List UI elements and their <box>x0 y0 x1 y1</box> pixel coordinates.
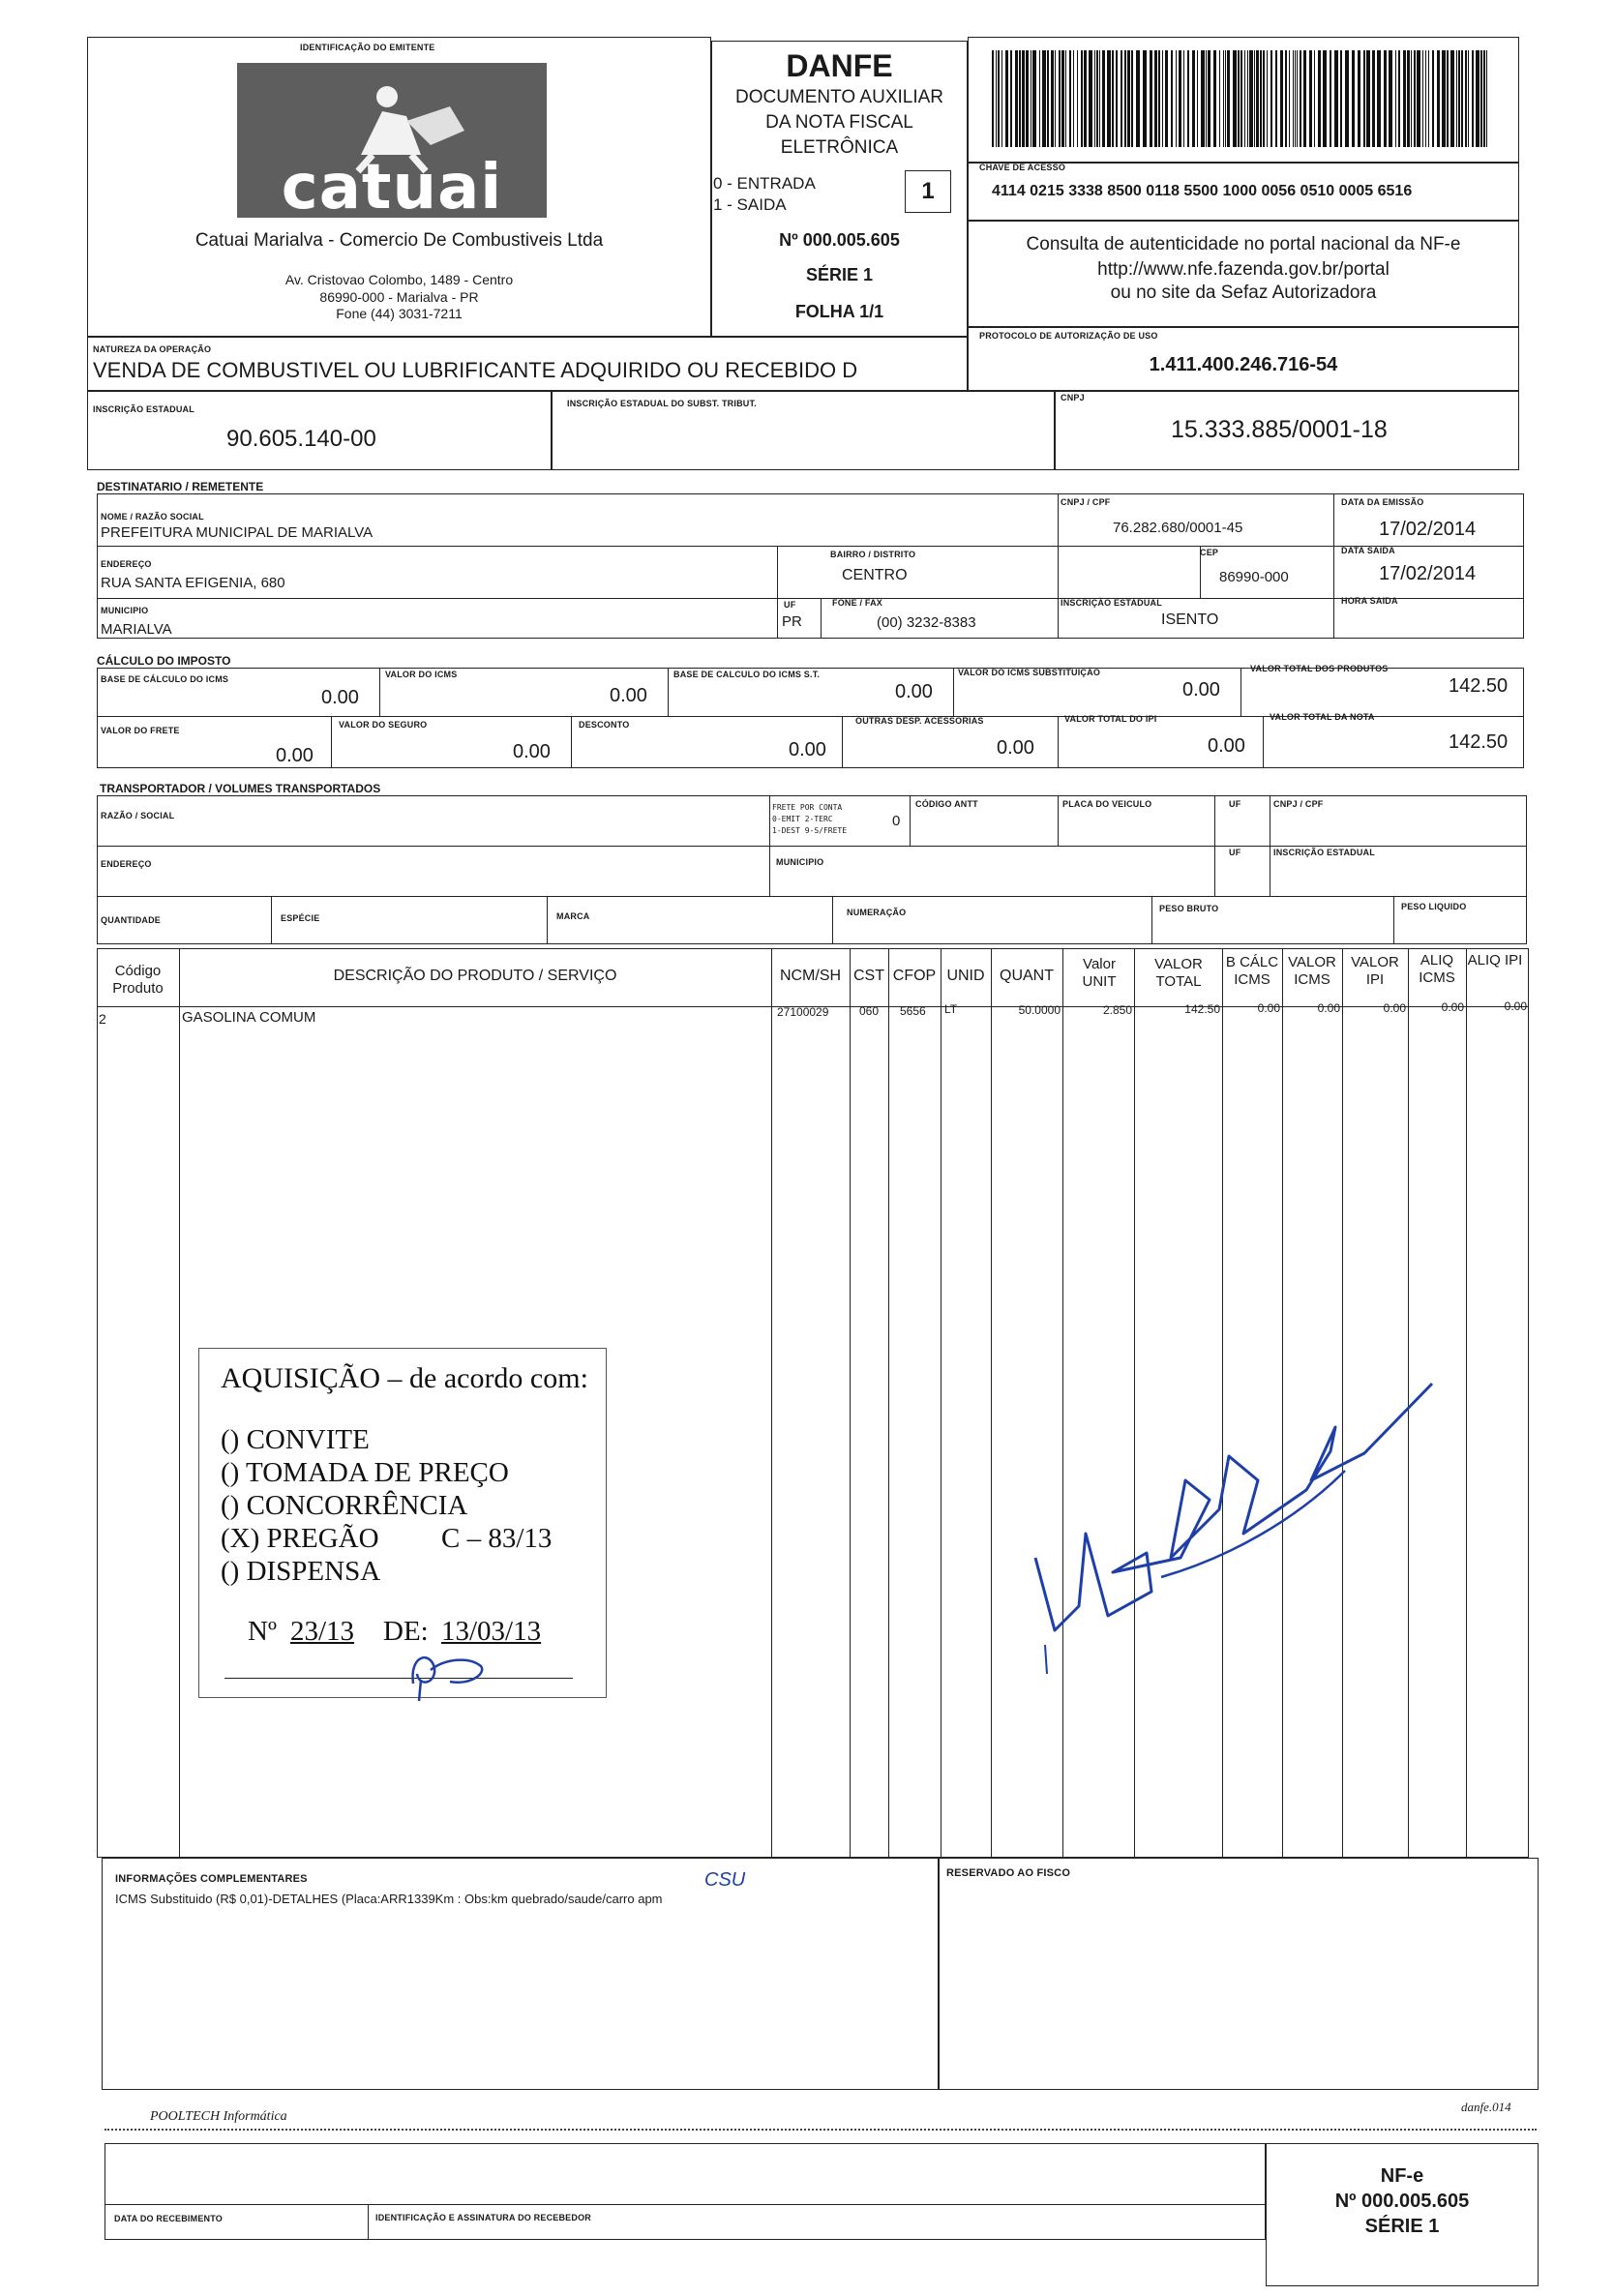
barcode-bar <box>1227 50 1230 147</box>
dest-fone-label: FONE / FAX <box>832 598 883 608</box>
total-prod-label: VALOR TOTAL DOS PRODUTOS <box>1250 664 1389 673</box>
barcode-bar <box>1247 50 1248 147</box>
barcode-bar <box>1005 50 1008 147</box>
barcode-bar <box>1345 50 1349 147</box>
barcode-bar <box>1425 50 1426 147</box>
barcode-bar <box>1486 50 1487 147</box>
dest-emissao: 17/02/2014 <box>1379 519 1477 540</box>
transp-numeracao-label: NUMERAÇÃO <box>847 908 907 917</box>
danfe-entrada: 0 - ENTRADA <box>713 174 816 193</box>
dest-cep-label: CEP <box>1200 548 1219 557</box>
barcode-bar <box>1219 50 1220 147</box>
stamp-title: AQUISIÇÃO – de acordo com: <box>221 1362 588 1394</box>
barcode-bar <box>1450 50 1454 147</box>
outras-label: OUTRAS DESP. ACESSORIAS <box>855 716 984 726</box>
barcode-bar <box>1201 50 1205 147</box>
col-vunit: Valor UNIT <box>1082 956 1117 990</box>
destinatario-section: DESTINATARIO / REMETENTE <box>97 480 264 493</box>
dest-endereco: RUA SANTA EFIGENIA, 680 <box>101 575 285 591</box>
barcode-bar <box>1476 50 1480 147</box>
barcode-bar <box>1442 50 1446 147</box>
row-ncm: 27100029 <box>777 1005 829 1019</box>
barcode-bar <box>1127 50 1130 147</box>
barcode-bar <box>1352 50 1355 147</box>
barcode-bar <box>1249 50 1253 147</box>
frete: 0.00 <box>276 745 314 766</box>
barcode-bar <box>1022 50 1025 147</box>
barcode-bar <box>1432 50 1434 147</box>
barcode-bar <box>1280 50 1283 147</box>
transp-ie-label: INSCRIÇÃO ESTADUAL <box>1273 848 1375 857</box>
barcode-bar <box>1102 50 1105 147</box>
row-aicms: 0.00 <box>1441 1000 1464 1014</box>
cnpj-label: CNPJ <box>1061 393 1085 403</box>
col-vtotal: VALOR TOTAL <box>1154 956 1203 990</box>
barcode-bar <box>1275 50 1277 147</box>
chave-value: 4114 0215 3338 8500 0118 5500 1000 0056 0510 0005 6516 <box>992 183 1413 199</box>
barcode-bar <box>1483 50 1485 147</box>
iest-label: INSCRIÇÃO ESTADUAL DO SUBST. TRIBUT. <box>567 399 757 408</box>
barcode-bar <box>1143 50 1147 147</box>
emitter-address1: Av. Cristovao Colombo, 1489 - Centro <box>284 272 514 287</box>
barcode-bar <box>1039 50 1040 147</box>
dest-nome: PREFEITURA MUNICIPAL DE MARIALVA <box>101 524 374 541</box>
barcode-bar <box>1192 50 1195 147</box>
barcode-bar <box>1458 50 1460 147</box>
fisco-label: RESERVADO AO FISCO <box>946 1867 1071 1879</box>
stamp-opt3: () CONCORRÊNCIA <box>221 1490 468 1521</box>
dest-emissao-label: DATA DA EMISSÃO <box>1341 497 1424 507</box>
dest-municipio-label: MUNICIPIO <box>101 606 149 615</box>
danfe-serie: SÉRIE 1 <box>805 265 874 284</box>
stamp-de-label: DE: <box>383 1616 429 1647</box>
barcode-bar <box>1124 50 1126 147</box>
col-codigo: Código Produto <box>112 963 164 997</box>
barcode-bar <box>1414 50 1416 147</box>
dest-hora-label: HORA SAIDA <box>1341 596 1398 606</box>
row-cfop: 5656 <box>900 1004 926 1018</box>
barcode-bar <box>1363 50 1365 147</box>
total-prod: 142.50 <box>1449 675 1509 697</box>
row-vtotal: 142.50 <box>1184 1002 1220 1016</box>
stamp-opt4: (X) PREGÃO <box>221 1523 379 1554</box>
barcode-bar <box>1267 50 1268 147</box>
dest-fone: (00) 3232-8383 <box>877 614 976 631</box>
barcode-bar <box>1055 50 1056 147</box>
barcode-bar <box>1225 50 1226 147</box>
barcode-bar <box>1254 50 1255 147</box>
transp-antt-label: CÓDIGO ANTT <box>915 799 978 809</box>
barcode-bar <box>1293 50 1294 147</box>
danfe-title: DANFE <box>786 48 893 83</box>
seguro-label: VALOR DO SEGURO <box>339 720 428 730</box>
barcode-bar <box>1165 50 1168 147</box>
barcode-bar <box>1244 50 1245 147</box>
protocolo-value: 1.411.400.246.716-54 <box>1149 354 1338 375</box>
emitter-phone: Fone (44) 3031-7211 <box>336 306 463 321</box>
barcode-bar <box>1403 50 1406 147</box>
barcode-bar <box>1437 50 1440 147</box>
ie-label: INSCRIÇÃO ESTADUAL <box>93 404 194 414</box>
imposto-section: CÁLCULO DO IMPOSTO <box>97 654 231 668</box>
transp-frete-line1: FRETE POR CONTA <box>772 803 843 812</box>
barcode-bar <box>1116 50 1118 147</box>
barcode-bar <box>992 50 994 147</box>
stamp-num-label: Nº <box>248 1616 277 1647</box>
barcode-bar <box>1395 50 1396 147</box>
fisco-box <box>939 1858 1539 2090</box>
barcode-bar <box>1472 50 1474 147</box>
barcode-bar <box>1131 50 1133 147</box>
barcode-bar <box>1061 50 1064 147</box>
barcode-bar <box>1059 50 1061 147</box>
barcode-bar <box>1183 50 1184 147</box>
row-cst: 060 <box>859 1004 880 1018</box>
barcode-bar <box>996 50 997 147</box>
row-vicms: 0.00 <box>1317 1001 1340 1015</box>
icms-label: VALOR DO ICMS <box>385 670 458 679</box>
emitter-address2: 86990-000 - Marialva - PR <box>319 289 479 305</box>
canhoto-ident-label: IDENTIFICAÇÃO E ASSINATURA DO RECEBEDOR <box>375 2213 591 2222</box>
barcode-bar <box>1238 50 1240 147</box>
barcode-bar <box>1096 50 1098 147</box>
dest-ie-label: INSCRIÇÃO ESTADUAL <box>1061 598 1162 608</box>
canhoto-numero: Nº 000.005.605 <box>1334 2191 1470 2212</box>
barcode-bar <box>1398 50 1400 147</box>
barcode-bar <box>1468 50 1469 147</box>
barcode-bar <box>1069 50 1071 147</box>
barcode <box>992 50 1495 147</box>
barcode-bar <box>1256 50 1259 147</box>
barcode-bar <box>1176 50 1177 147</box>
transp-placa-label: PLACA DO VEICULO <box>1062 799 1152 809</box>
barcode-bar <box>1197 50 1198 147</box>
barcode-bar <box>1480 50 1482 147</box>
ie-value: 90.605.140-00 <box>226 426 376 452</box>
col-vipi: VALOR IPI <box>1351 954 1399 988</box>
barcode-bar <box>1314 50 1315 147</box>
outras: 0.00 <box>997 737 1034 759</box>
danfe-saida: 1 - SAIDA <box>713 195 787 214</box>
barcode-bar <box>1051 50 1054 147</box>
total-nota: 142.50 <box>1449 731 1509 753</box>
dest-nome-label: NOME / RAZÃO SOCIAL <box>101 512 204 522</box>
barcode-bar <box>1019 50 1021 147</box>
barcode-bar <box>1081 50 1083 147</box>
transp-municipio-label: MUNICIPIO <box>776 857 824 867</box>
barcode-bar <box>1077 50 1078 147</box>
barcode-bar <box>1026 50 1029 147</box>
icms-st-label: VALOR DO ICMS SUBSTITUIÇÃO <box>958 668 1101 677</box>
danfe-subtitle3: ELETRÔNICA <box>780 137 899 158</box>
desconto-label: DESCONTO <box>579 720 630 730</box>
dest-ie: ISENTO <box>1161 611 1219 628</box>
logo-text: catuai <box>281 152 503 224</box>
barcode-bar <box>1107 50 1111 147</box>
danfe-folha: FOLHA 1/1 <box>794 302 884 321</box>
bc-st-label: BASE DE CALCULO DO ICMS S.T. <box>673 670 821 679</box>
bc-st: 0.00 <box>895 681 933 702</box>
canhoto-box <box>105 2143 1266 2240</box>
barcode-bar <box>1187 50 1189 147</box>
emitter-logo <box>237 63 547 224</box>
stamp-opt2: () TOMADA DE PREÇO <box>221 1457 509 1488</box>
barcode-bar <box>1240 50 1242 147</box>
footer-form-id: danfe.014 <box>1461 2100 1511 2114</box>
barcode-bar <box>1384 50 1387 147</box>
transp-uf-label: UF <box>1229 799 1241 809</box>
dest-box <box>97 493 1524 639</box>
barcode-bar <box>1411 50 1412 147</box>
dest-bairro: CENTRO <box>842 567 908 583</box>
barcode-bar <box>1340 50 1342 147</box>
barcode-bar <box>1223 50 1224 147</box>
total-nota-label: VALOR TOTAL DA NOTA <box>1270 712 1375 722</box>
barcode-bar <box>1330 50 1331 147</box>
consulta-line1: Consulta de autenticidade no portal nacional da NF-e <box>1026 234 1461 254</box>
col-aicms: ALIQ ICMS <box>1419 952 1455 986</box>
emitter-name: Catuai Marialva - Comercio De Combustiveis Ltda <box>194 230 604 251</box>
barcode-bar <box>1001 50 1002 147</box>
barcode-bar <box>1417 50 1420 147</box>
col-descricao: DESCRIÇÃO DO PRODUTO / SERVIÇO <box>333 968 617 984</box>
barcode-bar <box>1407 50 1410 147</box>
barcode-bar <box>1042 50 1046 147</box>
barcode-bar <box>1208 50 1210 147</box>
col-cst: CST <box>853 968 884 984</box>
info-handwritten: CSU <box>704 1869 746 1891</box>
barcode-bar <box>1263 50 1265 147</box>
barcode-bar <box>1112 50 1114 147</box>
bc-icms-label: BASE DE CÁLCULO DO ICMS <box>101 674 229 684</box>
barcode-bar <box>1015 50 1018 147</box>
barcode-bar <box>1233 50 1237 147</box>
row-vunit: 2.850 <box>1102 1003 1132 1017</box>
transporte-section: TRANSPORTADOR / VOLUMES TRANSPORTADOS <box>100 782 381 795</box>
transp-razao-label: RAZÃO / SOCIAL <box>101 811 175 820</box>
barcode-bar <box>1389 50 1392 147</box>
row-descricao: GASOLINA COMUM <box>182 1009 316 1026</box>
col-quant: QUANT <box>1000 968 1054 984</box>
barcode-bar <box>1150 50 1152 147</box>
cnpj-value: 15.333.885/0001-18 <box>1171 416 1388 443</box>
stamp-initials <box>392 1645 498 1703</box>
barcode-bar <box>1270 50 1272 147</box>
frete-label: VALOR DO FRETE <box>101 726 180 735</box>
dest-uf-label: UF <box>784 600 796 610</box>
barcode-bar <box>1154 50 1157 147</box>
barcode-bar <box>1377 50 1381 147</box>
danfe-numero: Nº 000.005.605 <box>779 230 900 250</box>
dest-endereco-label: ENDEREÇO <box>101 559 152 569</box>
barcode-bar <box>1297 50 1298 147</box>
barcode-bar <box>1010 50 1012 147</box>
barcode-bar <box>1179 50 1181 147</box>
barcode-bar <box>1073 50 1074 147</box>
danfe-subtitle2: DA NOTA FISCAL <box>765 112 913 133</box>
row-unid: LT <box>944 1002 958 1016</box>
barcode-bar <box>1372 50 1375 147</box>
barcode-bar <box>1366 50 1370 147</box>
barcode-bar <box>1461 50 1463 147</box>
barcode-bar <box>1323 50 1327 147</box>
stamp-opt1: () CONVITE <box>221 1424 370 1455</box>
barcode-bar <box>1084 50 1087 147</box>
seguro: 0.00 <box>513 741 551 762</box>
row-aipi: 0.00 <box>1504 999 1527 1013</box>
barcode-bar <box>1303 50 1306 147</box>
icms-st: 0.00 <box>1182 679 1220 701</box>
barcode-bar <box>1121 50 1122 147</box>
barcode-bar <box>1089 50 1092 147</box>
dest-municipio: MARIALVA <box>101 621 172 638</box>
barcode-bar <box>1213 50 1216 147</box>
info-text: ICMS Substituido (R$ 0,01)-DETALHES (Placa:ARR1339Km : Obs:km quebrado/saude/carro apm <box>115 1892 663 1906</box>
ipi: 0.00 <box>1208 735 1245 757</box>
dest-saida: 17/02/2014 <box>1379 563 1477 584</box>
canhoto-data-label: DATA DO RECEBIMENTO <box>114 2214 223 2223</box>
barcode-bar <box>1285 50 1287 147</box>
stamp-opt5: () DISPENSA <box>221 1556 381 1587</box>
transp-frete-line2: 0-EMIT 2-TERC <box>772 815 833 823</box>
transp-qtd-label: QUANTIDADE <box>101 915 161 925</box>
barcode-bar <box>1136 50 1140 147</box>
bc-icms: 0.00 <box>321 687 359 708</box>
barcode-bar <box>1289 50 1290 147</box>
protocolo-label: PROTOCOLO DE AUTORIZAÇÃO DE USO <box>979 331 1158 341</box>
footer-software: POOLTECH Informática <box>150 2109 287 2124</box>
barcode-bar <box>1309 50 1312 147</box>
barcode-bar <box>1094 50 1095 147</box>
stamp-date: 13/03/13 <box>441 1616 542 1647</box>
consulta-line3: ou no site da Sefaz Autorizadora <box>1110 283 1377 303</box>
col-ncm: NCM/SH <box>779 968 842 984</box>
desconto: 0.00 <box>789 739 826 760</box>
transp-cnpj-label: CNPJ / CPF <box>1273 799 1324 809</box>
dest-uf: PR <box>782 613 802 630</box>
canhoto-serie: SÉRIE 1 <box>1364 2216 1440 2237</box>
barcode-bar <box>1171 50 1173 147</box>
col-cfop: CFOP <box>892 968 937 984</box>
barcode-bar <box>1158 50 1160 147</box>
barcode-bar <box>1318 50 1321 147</box>
col-unid: UNID <box>946 968 985 984</box>
stamp-num: 23/13 <box>290 1616 355 1647</box>
danfe-subtitle1: DOCUMENTO AUXILIAR <box>734 87 944 107</box>
chave-label: CHAVE DE ACESSO <box>979 163 1066 172</box>
col-bcicms: B CÁLC ICMS <box>1225 954 1279 988</box>
dest-saida-label: DATA SAIDA <box>1341 546 1395 555</box>
transp-bruto-label: PESO BRUTO <box>1159 904 1219 913</box>
info-label: INFORMAÇÕES COMPLEMENTARES <box>115 1873 308 1885</box>
tear-line <box>105 2129 1537 2131</box>
barcode-bar <box>998 50 1000 147</box>
transp-uf2-label: UF <box>1229 848 1241 857</box>
natureza-label: NATUREZA DA OPERAÇÃO <box>93 344 212 354</box>
row-quant: 50.0000 <box>1018 1003 1061 1017</box>
barcode-bar <box>1334 50 1338 147</box>
barcode-bar <box>1047 50 1049 147</box>
barcode-bar <box>1065 50 1066 147</box>
row-codigo: 2 <box>99 1011 106 1027</box>
barcode-bar <box>1428 50 1429 147</box>
canhoto-nfe: NF-e <box>1380 2165 1424 2187</box>
dest-cnpj: 76.282.680/0001-45 <box>1113 520 1243 536</box>
barcode-bar <box>1032 50 1036 147</box>
barcode-bar <box>1422 50 1423 147</box>
ipi-label: VALOR TOTAL DO IPI <box>1064 714 1157 724</box>
barcode-bar <box>1300 50 1301 147</box>
barcode-bar <box>1162 50 1163 147</box>
col-vicms: VALOR ICMS <box>1288 954 1336 988</box>
transp-especie-label: ESPÉCIE <box>281 913 320 923</box>
row-bcicms: 0.00 <box>1257 1001 1280 1015</box>
danfe-tipo: 1 <box>905 170 951 213</box>
transp-endereco-label: ENDEREÇO <box>101 859 152 869</box>
barcode-bar <box>1099 50 1100 147</box>
emitter-id-label: IDENTIFICAÇÃO DO EMITENTE <box>300 43 435 52</box>
barcode-bar <box>1447 50 1449 147</box>
consulta-line2: http://www.nfe.fazenda.gov.br/portal <box>1097 259 1390 280</box>
dest-cnpj-label: CNPJ / CPF <box>1061 497 1111 507</box>
stamp-opt4-ref: C – 83/13 <box>441 1523 553 1554</box>
icms: 0.00 <box>610 685 647 706</box>
signature <box>1016 1364 1461 1751</box>
row-vipi: 0.00 <box>1383 1001 1406 1015</box>
transp-marca-label: MARCA <box>556 911 590 921</box>
barcode-bar <box>1358 50 1360 147</box>
transp-frete-line3: 1-DEST 9-S/FRETE <box>772 826 848 835</box>
barcode-bar <box>1260 50 1262 147</box>
transp-liquido-label: PESO LIQUIDO <box>1401 902 1467 911</box>
barcode-bar <box>1206 50 1207 147</box>
barcode-bar <box>1295 50 1296 147</box>
col-aipi: ALIQ IPI <box>1467 952 1523 969</box>
barcode-bar <box>1456 50 1457 147</box>
barcode-bar <box>1465 50 1467 147</box>
natureza-value: VENDA DE COMBUSTIVEL OU LUBRIFICANTE ADQUIRIDO OU RECEBIDO D <box>93 358 858 382</box>
dest-cep: 86990-000 <box>1219 569 1289 585</box>
transp-frete-val: 0 <box>892 813 901 829</box>
dest-bairro-label: BAIRRO / DISTRITO <box>830 550 916 559</box>
